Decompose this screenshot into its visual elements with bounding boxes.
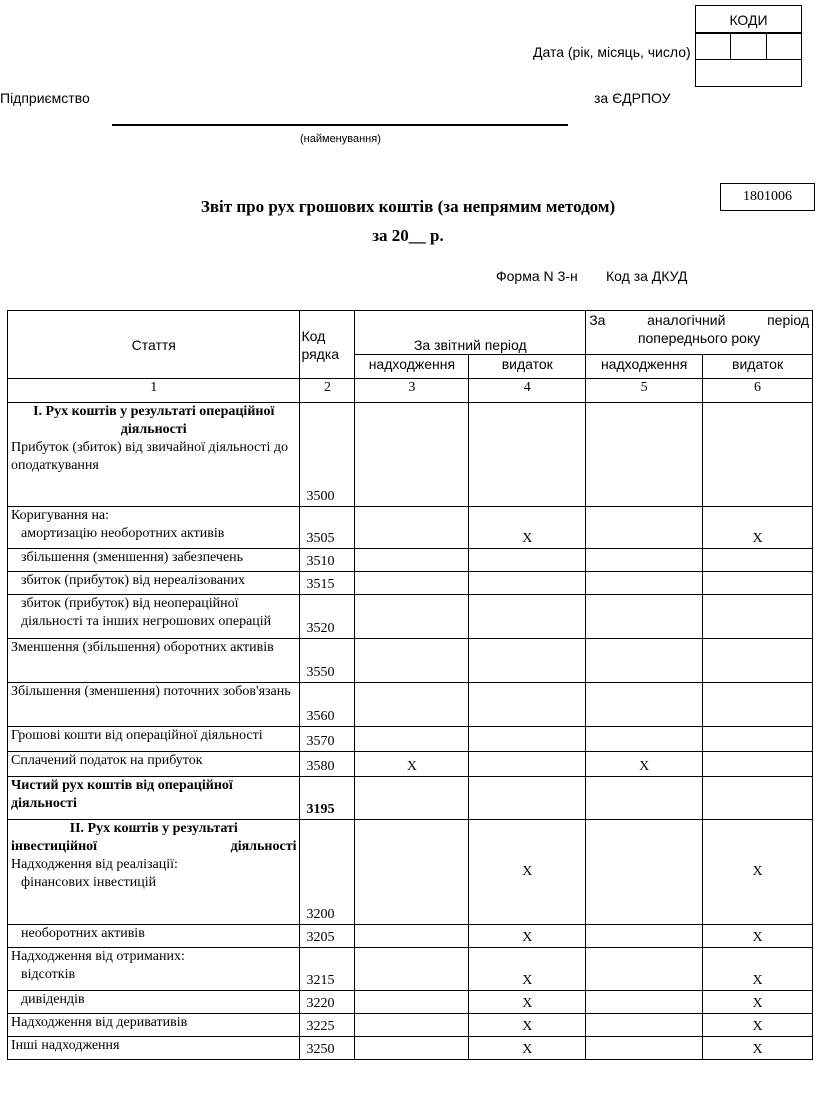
codes-header: КОДИ bbox=[695, 5, 802, 33]
row-code: 3215 bbox=[300, 948, 355, 991]
cell-inflow-current[interactable] bbox=[355, 948, 469, 991]
row-code: 3250 bbox=[300, 1037, 355, 1060]
row-text: Надходження від деривативів bbox=[11, 1015, 188, 1030]
row-text: збиток (прибуток) від нереалізованих bbox=[21, 573, 246, 588]
row-pre-text: Коригування на: bbox=[11, 508, 110, 523]
dkud-label: Код за ДКУД bbox=[606, 268, 688, 284]
cell-outflow-current[interactable]: X bbox=[469, 925, 586, 948]
cell-inflow-prior[interactable] bbox=[586, 1014, 703, 1037]
cell-outflow-current[interactable] bbox=[469, 752, 586, 777]
cell-outflow-current[interactable]: X bbox=[469, 820, 586, 925]
table-row bbox=[8, 1037, 813, 1060]
table-row bbox=[8, 507, 813, 549]
cell-outflow-current[interactable] bbox=[469, 777, 586, 820]
cell-outflow-prior[interactable]: X bbox=[703, 820, 813, 925]
cell-inflow-current[interactable] bbox=[355, 403, 469, 507]
edrpou-label: за ЄДРПОУ bbox=[594, 90, 671, 106]
col-number: 5 bbox=[586, 379, 703, 403]
date-month-cell[interactable] bbox=[730, 33, 766, 60]
section-title: I. Рух коштів у результаті операційної діяльності bbox=[33, 404, 275, 437]
row-code: 3205 bbox=[300, 925, 355, 948]
col-number: 6 bbox=[703, 379, 813, 403]
col-number: 3 bbox=[355, 379, 469, 403]
row-article bbox=[8, 1014, 300, 1037]
header-outflow-current: видаток bbox=[469, 355, 586, 379]
form-label: Форма N 3-н bbox=[496, 268, 578, 284]
cell-outflow-prior[interactable]: X bbox=[703, 948, 813, 991]
row-article bbox=[8, 507, 300, 549]
row-article bbox=[8, 549, 300, 572]
cell-inflow-current[interactable] bbox=[355, 572, 469, 595]
dkud-code-cell: 1801006 bbox=[720, 183, 815, 211]
cell-outflow-prior[interactable] bbox=[703, 403, 813, 507]
row-code: 3550 bbox=[300, 639, 355, 683]
cell-inflow-current[interactable] bbox=[355, 925, 469, 948]
row-article bbox=[8, 777, 300, 820]
cell-inflow-prior[interactable] bbox=[586, 727, 703, 752]
enterprise-name-line[interactable] bbox=[112, 124, 568, 126]
row-text: дивідендів bbox=[21, 992, 85, 1007]
row-article bbox=[8, 572, 300, 595]
cell-outflow-prior[interactable] bbox=[703, 595, 813, 639]
row-code: 3570 bbox=[300, 727, 355, 752]
row-pre-text: Надходження від реалізації: bbox=[11, 857, 178, 872]
table-row bbox=[8, 572, 813, 595]
row-article bbox=[8, 683, 300, 727]
table-row bbox=[8, 549, 813, 572]
cell-inflow-current[interactable] bbox=[355, 727, 469, 752]
cell-inflow-prior[interactable] bbox=[586, 595, 703, 639]
edrpou-code-cell[interactable] bbox=[695, 59, 802, 87]
date-year-cell[interactable] bbox=[695, 33, 731, 60]
row-code: 3510 bbox=[300, 549, 355, 572]
col-number: 1 bbox=[8, 379, 300, 403]
row-code: 3580 bbox=[300, 752, 355, 777]
enterprise-label: Підприємство bbox=[0, 90, 90, 106]
cell-inflow-prior[interactable] bbox=[586, 683, 703, 727]
header-prior-period: За аналогічний період попереднього року bbox=[586, 311, 813, 355]
row-article bbox=[8, 948, 300, 991]
row-article bbox=[8, 752, 300, 777]
row-text: Прибуток (збиток) від звичайної діяльності до оподаткування bbox=[11, 440, 289, 473]
row-article bbox=[8, 1037, 300, 1060]
row-text: Збільшення (зменшення) поточних зобов'язань bbox=[11, 684, 291, 699]
cell-outflow-current[interactable] bbox=[469, 727, 586, 752]
row-text: відсотків bbox=[21, 967, 76, 982]
row-text: фінансових інвестицій bbox=[21, 875, 157, 890]
table-row bbox=[8, 948, 813, 991]
row-article bbox=[8, 820, 300, 925]
row-pre-text: Надходження від отриманих: bbox=[11, 949, 185, 964]
row-code: 3500 bbox=[300, 403, 355, 507]
row-text: необоротних активів bbox=[21, 926, 145, 941]
cell-inflow-prior[interactable] bbox=[586, 549, 703, 572]
row-code: 3515 bbox=[300, 572, 355, 595]
row-code: 3560 bbox=[300, 683, 355, 727]
table-row bbox=[8, 752, 813, 777]
cell-outflow-prior[interactable] bbox=[703, 683, 813, 727]
cell-outflow-prior[interactable] bbox=[703, 752, 813, 777]
header-reporting-period: За звітний період bbox=[355, 311, 586, 355]
row-text: збиток (прибуток) від неопераційної діяльності та інших негрошових операцій bbox=[21, 596, 272, 629]
table-row bbox=[8, 925, 813, 948]
cell-outflow-prior[interactable] bbox=[703, 549, 813, 572]
cell-inflow-current[interactable] bbox=[355, 595, 469, 639]
row-text: Інші надходження bbox=[11, 1038, 120, 1053]
cell-outflow-prior[interactable] bbox=[703, 639, 813, 683]
row-text: Сплачений податок на прибуток bbox=[11, 753, 203, 768]
table-row bbox=[8, 777, 813, 820]
cell-outflow-current[interactable]: X bbox=[469, 991, 586, 1014]
cell-inflow-prior[interactable] bbox=[586, 572, 703, 595]
cell-outflow-prior[interactable]: X bbox=[703, 1014, 813, 1037]
cell-inflow-current[interactable] bbox=[355, 820, 469, 925]
table-row bbox=[8, 403, 813, 507]
cell-outflow-prior[interactable]: X bbox=[703, 507, 813, 549]
row-article bbox=[8, 403, 300, 507]
name-caption: (найменування) bbox=[300, 133, 381, 145]
table-row bbox=[8, 820, 813, 925]
cell-outflow-current[interactable] bbox=[469, 595, 586, 639]
table-row bbox=[8, 1014, 813, 1037]
row-text: Чистий рух коштів від операційної діяльності bbox=[11, 778, 233, 811]
cell-outflow-current[interactable] bbox=[469, 572, 586, 595]
row-text: Грошові кошти від операційної діяльності bbox=[11, 728, 263, 743]
row-article bbox=[8, 991, 300, 1014]
row-code: 3195 bbox=[300, 777, 355, 820]
col-number: 4 bbox=[469, 379, 586, 403]
row-code: 3225 bbox=[300, 1014, 355, 1037]
cell-outflow-prior[interactable] bbox=[703, 777, 813, 820]
cell-outflow-prior[interactable]: X bbox=[703, 1037, 813, 1060]
table-row bbox=[8, 639, 813, 683]
row-article bbox=[8, 925, 300, 948]
cell-inflow-current[interactable] bbox=[355, 549, 469, 572]
cell-inflow-prior[interactable] bbox=[586, 507, 703, 549]
cell-inflow-prior[interactable] bbox=[586, 403, 703, 507]
cell-outflow-current[interactable]: X bbox=[469, 1014, 586, 1037]
table-row bbox=[8, 727, 813, 752]
cell-inflow-current[interactable] bbox=[355, 683, 469, 727]
cell-inflow-prior[interactable] bbox=[586, 991, 703, 1014]
row-code: 3520 bbox=[300, 595, 355, 639]
row-article bbox=[8, 595, 300, 639]
cell-outflow-current[interactable] bbox=[469, 549, 586, 572]
cell-inflow-prior[interactable] bbox=[586, 925, 703, 948]
row-article bbox=[8, 727, 300, 752]
cell-outflow-current[interactable]: X bbox=[469, 507, 586, 549]
cell-inflow-prior[interactable]: X bbox=[586, 752, 703, 777]
table-row bbox=[8, 683, 813, 727]
header-outflow-prior: видаток bbox=[703, 355, 813, 379]
cell-outflow-prior[interactable] bbox=[703, 727, 813, 752]
cell-inflow-current[interactable] bbox=[355, 639, 469, 683]
cell-inflow-prior[interactable] bbox=[586, 1037, 703, 1060]
report-year: за 20__ р. bbox=[372, 226, 444, 245]
cell-outflow-current[interactable] bbox=[469, 403, 586, 507]
row-code: 3200 bbox=[300, 820, 355, 925]
cell-inflow-prior[interactable] bbox=[586, 948, 703, 991]
header-inflow-prior: надходження bbox=[586, 355, 703, 379]
cell-outflow-prior[interactable] bbox=[703, 572, 813, 595]
row-text: збільшення (зменшення) забезпечень bbox=[21, 550, 244, 565]
row-text: Зменшення (збільшення) оборотних активів bbox=[11, 640, 274, 655]
table-row bbox=[8, 595, 813, 639]
header-inflow-current: надходження bbox=[355, 355, 469, 379]
cell-outflow-current[interactable]: X bbox=[469, 1037, 586, 1060]
row-article bbox=[8, 639, 300, 683]
report-title: Звіт про рух грошових коштів (за непрямим методом) bbox=[200, 197, 616, 216]
cell-inflow-prior[interactable] bbox=[586, 639, 703, 683]
header-code: Код рядка bbox=[300, 311, 355, 379]
date-label: Дата (рік, місяць, число) bbox=[533, 44, 691, 60]
header-article: Стаття bbox=[8, 311, 300, 379]
section-title-2: інвестиційної діяльності bbox=[11, 839, 297, 854]
header-row-1 bbox=[8, 311, 813, 355]
row-text: амортизацію необоротних активів bbox=[21, 526, 225, 541]
row-code: 3220 bbox=[300, 991, 355, 1014]
table-row bbox=[8, 991, 813, 1014]
cell-outflow-prior[interactable]: X bbox=[703, 991, 813, 1014]
cell-inflow-current[interactable]: X bbox=[355, 752, 469, 777]
cell-outflow-prior[interactable]: X bbox=[703, 925, 813, 948]
cell-inflow-current[interactable] bbox=[355, 777, 469, 820]
cell-inflow-prior[interactable] bbox=[586, 820, 703, 925]
cash-flow-table bbox=[7, 310, 813, 1060]
cell-inflow-current[interactable] bbox=[355, 1037, 469, 1060]
cell-outflow-current[interactable]: X bbox=[469, 948, 586, 991]
cell-inflow-current[interactable] bbox=[355, 991, 469, 1014]
date-day-cell[interactable] bbox=[766, 33, 802, 60]
cell-outflow-current[interactable] bbox=[469, 683, 586, 727]
column-numbers-row bbox=[8, 379, 813, 403]
cell-inflow-prior[interactable] bbox=[586, 777, 703, 820]
cell-inflow-current[interactable] bbox=[355, 507, 469, 549]
col-number: 2 bbox=[300, 379, 355, 403]
row-code: 3505 bbox=[300, 507, 355, 549]
cell-inflow-current[interactable] bbox=[355, 1014, 469, 1037]
date-code-cells bbox=[695, 33, 802, 60]
cell-outflow-current[interactable] bbox=[469, 639, 586, 683]
section-title: II. Рух коштів у результаті bbox=[69, 821, 238, 836]
